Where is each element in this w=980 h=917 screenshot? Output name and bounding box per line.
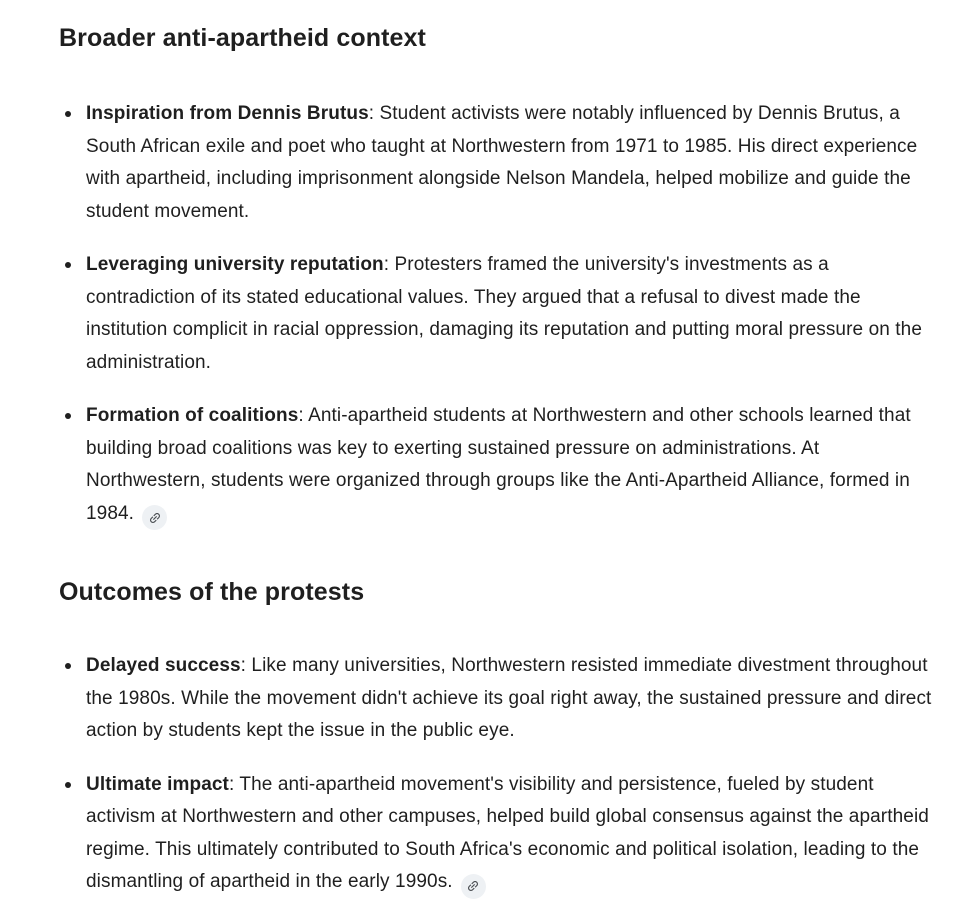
bullet-marker-icon [65, 413, 71, 419]
bullet-text [86, 400, 936, 530]
list-item [59, 400, 936, 530]
bullet-marker-icon [65, 111, 71, 117]
citation-chip[interactable] [461, 874, 486, 899]
bullet-marker-icon [65, 663, 71, 669]
list-item [59, 98, 936, 228]
bullet-body: : Student activists were notably influenced by Dennis Brutus, a South African exile and poet who taught at Northwestern from 1971 to 1985. His direct experience with apartheid, including imprisonment alongside Nelson Mandela, helped mobilize and guide the student movement. [86, 103, 918, 222]
bullet-lead: Leveraging university reputation [86, 254, 384, 275]
link-icon [145, 508, 165, 528]
section-outcomes [59, 576, 936, 899]
list-item [59, 249, 936, 379]
bullet-text [86, 650, 936, 748]
bullet-marker-icon [65, 262, 71, 268]
bullet-body: : Protesters framed the university's investments as a contradiction of its stated educational values. They argued that a refusal to divest made the institution complicit in racial oppression, damaging its reputation and putting moral pressure on the administration. [86, 254, 922, 373]
bullet-body: : Anti-apartheid students at Northwestern and other schools learned that building broad coalitions was key to exerting sustained pressure on administrations. At Northwestern, students were organized through groups like the Anti-Apartheid Alliance, formed in 1984. [86, 405, 911, 524]
section-heading: Outcomes of the protests [59, 578, 365, 606]
section-heading: Broader anti-apartheid context [59, 24, 426, 52]
bullet-lead: Formation of coalitions [86, 405, 299, 426]
bullet-body: : Like many universities, Northwestern resisted immediate divestment throughout the 1980s. While the movement didn't achieve its goal right away, the sustained pressure and direct action by students kept the issue in the public eye. [86, 655, 932, 741]
bullet-marker-icon [65, 782, 71, 788]
bullet-text [86, 769, 936, 899]
bullet-lead: Ultimate impact [86, 773, 229, 795]
bullet-list [59, 650, 936, 899]
citation-chip[interactable] [142, 505, 167, 530]
bullet-text [86, 98, 936, 228]
bullet-lead: Delayed success [86, 655, 241, 676]
bullet-text [86, 249, 936, 379]
section-broader-context [59, 22, 936, 530]
list-item [59, 769, 936, 899]
bullet-list [59, 98, 936, 530]
bullet-lead: Inspiration from Dennis Brutus [86, 103, 369, 124]
list-item [59, 650, 936, 748]
link-icon [463, 876, 483, 896]
bullet-body: : The anti-apartheid movement's visibility and persistence, fueled by student activism at Northwestern and other campuses, helped build global consensus against the apartheid regime. This ultimately contributed to South Africa's economic and political isolation, leading to the dismantling of apartheid in the early 1990s. [86, 773, 929, 892]
